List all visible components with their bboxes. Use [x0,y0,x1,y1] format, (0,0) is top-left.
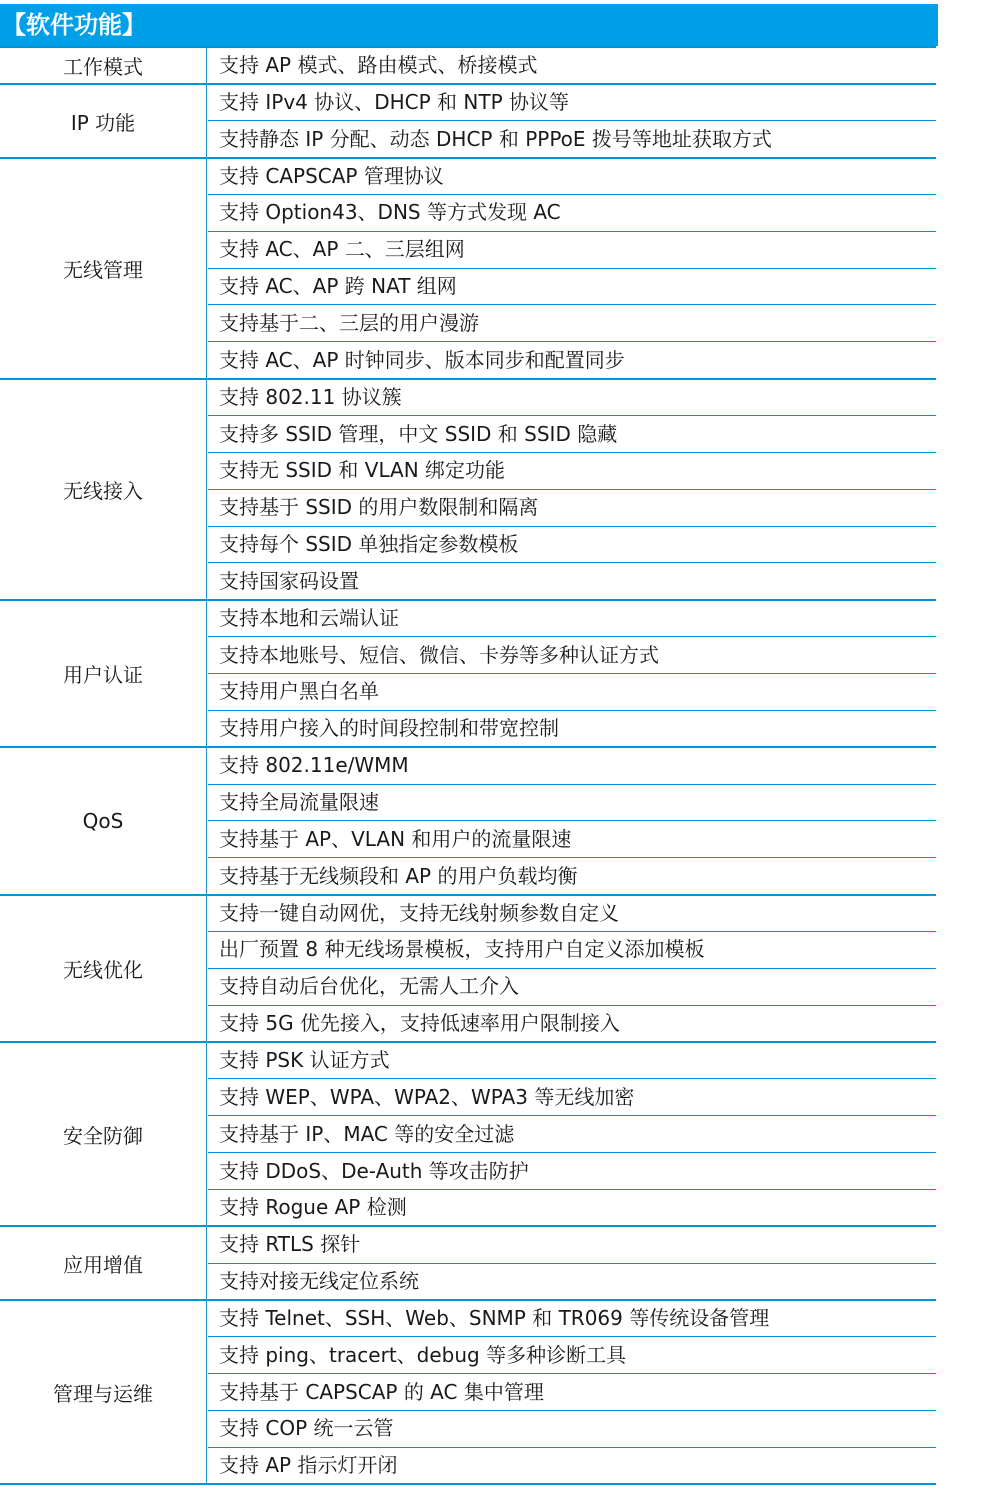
feature-item: 支持静态 IP 分配、动态 DHCP 和 PPPoE 拨号等地址获取方式 [219,127,772,151]
feature-item: 支持一键自动网优，支持无线射频参数自定义 [219,901,619,925]
feature-item: 支持 802.11e/WMM [219,753,409,777]
feature-item: 支持 CAPSCAP 管理协议 [219,164,444,188]
feature-item: 支持 IPv4 协议、DHCP 和 NTP 协议等 [219,90,570,114]
feature-item: 支持 AP 指示灯开闭 [219,1453,398,1477]
feature-item: 支持本地和云端认证 [219,606,399,630]
category-label: QoS [82,808,124,833]
feature-item: 支持 Telnet、SSH、Web、SNMP 和 TR069 等传统设备管理 [219,1306,770,1330]
column-divider [206,47,207,1483]
feature-item: 支持 AC、AP 时钟同步、版本同步和配置同步 [219,348,625,372]
feature-item: 支持国家码设置 [219,569,359,593]
feature-item: 支持全局流量限速 [219,790,379,814]
category-label: 工作模式 [63,55,143,79]
feature-item: 支持 AC、AP 二、三层组网 [219,237,465,261]
feature-item: 支持每个 SSID 单独指定参数模板 [219,532,519,556]
feature-item: 支持 AP 模式、路由模式、桥接模式 [219,53,538,77]
category-label: 安全防御 [63,1123,143,1148]
category-label: 无线优化 [63,958,143,982]
feature-item: 支持无 SSID 和 VLAN 绑定功能 [219,458,506,482]
feature-item: 支持 AC、AP 跨 NAT 组网 [219,274,457,298]
feature-item: 支持基于 SSID 的用户数限制和隔离 [219,495,539,519]
category-label: 用户认证 [63,663,143,687]
category-label: IP 功能 [70,110,136,135]
feature-item: 支持 Option43、DNS 等方式发现 AC [219,200,561,224]
section-divider [0,1483,936,1485]
category-label: 管理与运维 [53,1381,153,1406]
category-label: 应用增值 [63,1252,143,1277]
feature-item: 支持基于二、三层的用户漫游 [219,311,479,335]
feature-item: 支持本地账号、短信、微信、卡券等多种认证方式 [219,643,659,667]
feature-item: 支持 5G 优先接入，支持低速率用户限制接入 [219,1011,620,1035]
feature-item: 支持基于 AP、VLAN 和用户的流量限速 [219,827,572,851]
category-label: 无线管理 [63,258,143,282]
feature-item: 支持用户黑白名单 [219,679,379,703]
category-label: 无线接入 [63,479,143,503]
feature-item: 出厂预置 8 种无线场景模板，支持用户自定义添加模板 [219,937,705,961]
feature-item: 支持基于 CAPSCAP 的 AC 集中管理 [219,1380,544,1404]
feature-item: 支持 WEP、WPA、WPA2、WPA3 等无线加密 [219,1085,635,1109]
feature-item: 支持多 SSID 管理，中文 SSID 和 SSID 隐藏 [219,422,618,446]
feature-item: 支持对接无线定位系统 [219,1269,419,1293]
feature-item: 支持 Rogue AP 检测 [219,1195,407,1219]
feature-item: 支持 DDoS、De-Auth 等攻击防护 [219,1159,529,1183]
feature-item: 支持用户接入的时间段控制和带宽控制 [219,716,559,740]
feature-item: 支持 COP 统一云管 [219,1416,394,1440]
feature-item: 支持 RTLS 探针 [219,1232,361,1256]
section-title: 【软件功能】 [0,4,938,46]
feature-item: 支持基于无线频段和 AP 的用户负载均衡 [219,864,578,888]
feature-item: 支持 802.11 协议簇 [219,385,402,409]
feature-item: 支持 ping、tracert、debug 等多种诊断工具 [219,1343,627,1367]
feature-item: 支持基于 IP、MAC 等的安全过滤 [219,1122,515,1146]
feature-item: 支持自动后台优化，无需人工介入 [219,974,519,998]
feature-item: 支持 PSK 认证方式 [219,1048,390,1072]
